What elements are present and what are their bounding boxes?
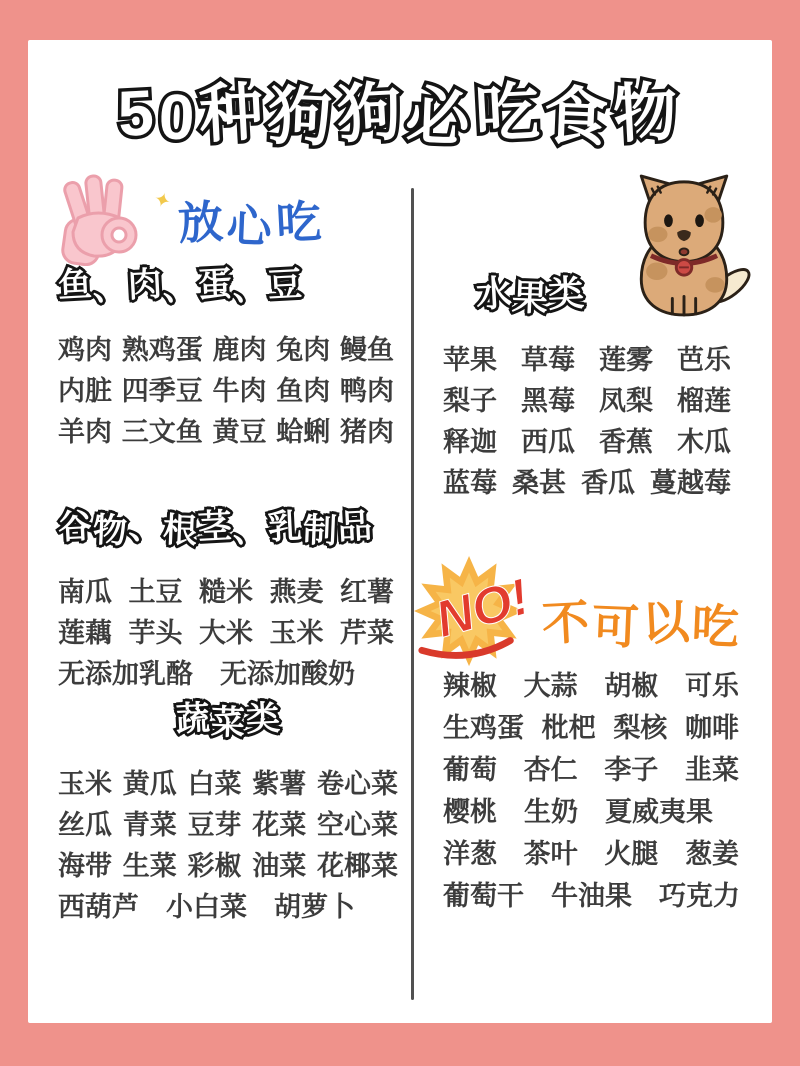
food-item: 彩椒 — [187, 851, 242, 881]
food-item: 凤梨 — [599, 386, 653, 416]
fruit-rows — [443, 340, 731, 504]
food-item: 花菜 — [252, 810, 307, 840]
food-item: 红薯 — [340, 577, 394, 607]
food-item: 猪肉 — [340, 417, 394, 447]
safe-badge-label: 放心吃 — [176, 195, 327, 253]
food-item: 木瓜 — [677, 427, 731, 457]
food-item: 鸡肉 — [58, 335, 112, 365]
food-item: 玉米 — [269, 618, 324, 648]
food-item: 大蒜 — [523, 671, 578, 701]
food-row — [58, 371, 394, 411]
forbidden-badge — [406, 556, 742, 672]
food-item: 葡萄干 — [443, 881, 524, 911]
food-item: 梨核 — [613, 713, 668, 743]
food-rows — [58, 764, 398, 927]
food-item: 牛肉 — [212, 376, 267, 406]
food-row — [58, 572, 394, 612]
food-item: 糙米 — [199, 577, 253, 607]
food-item: 香蕉 — [599, 427, 653, 457]
food-item: 芋头 — [128, 618, 183, 648]
food-item: 梨子 — [443, 386, 497, 416]
food-item: 释迦 — [443, 427, 497, 457]
food-item: 蓝莓 — [443, 468, 497, 498]
food-item: 韭菜 — [684, 755, 739, 785]
food-item: 南瓜 — [58, 577, 112, 607]
food-item: 洋葱 — [443, 839, 497, 869]
food-item: 玉米 — [58, 769, 112, 799]
section-grain-root-dairy — [58, 506, 394, 695]
food-item: 黄瓜 — [122, 769, 177, 799]
food-item: 黑莓 — [521, 386, 575, 416]
food-item: 黄豆 — [212, 417, 267, 447]
poster-card — [28, 40, 772, 1023]
food-item: 豆芽 — [187, 810, 242, 840]
section-grain-root-dairy-heading: 谷物、根茎、乳制品 — [56, 507, 374, 551]
food-item: 四季豆 — [121, 376, 203, 406]
food-item: 熟鸡蛋 — [121, 335, 203, 365]
food-item: 花椰菜 — [317, 851, 398, 881]
sparkle-icon: ✦ — [150, 187, 174, 215]
food-item: 草莓 — [521, 345, 575, 375]
section-fish-meat-egg-bean-heading: 鱼、肉、蛋、豆 — [56, 265, 304, 309]
food-row — [58, 613, 394, 653]
food-row — [58, 887, 398, 927]
food-item: 杏仁 — [523, 755, 578, 785]
food-item: 李子 — [604, 755, 659, 785]
food-item: 生奶 — [524, 797, 578, 827]
food-item: 牛油果 — [551, 881, 632, 911]
food-item: 枇杷 — [541, 713, 596, 743]
food-item: 榴莲 — [677, 386, 731, 416]
food-item: 三文鱼 — [121, 417, 203, 447]
food-item: 小白菜 — [166, 892, 247, 922]
starburst-icon — [406, 556, 536, 672]
food-item: 鱼肉 — [276, 376, 331, 406]
ok-hand-icon — [58, 174, 174, 266]
section-vegetables-heading: 蔬菜类 — [174, 699, 282, 743]
food-item: 鳗鱼 — [340, 335, 394, 365]
food-item: 葱姜 — [684, 839, 739, 869]
food-item: 芹菜 — [340, 618, 394, 648]
food-item: 兔肉 — [276, 335, 331, 365]
food-item: 夏威夷果 — [605, 797, 713, 827]
food-item: 空心菜 — [317, 810, 398, 840]
safe-badge — [58, 174, 325, 266]
food-item: 油菜 — [252, 851, 307, 881]
food-item: 鸭肉 — [340, 376, 394, 406]
food-item: 羊肉 — [58, 417, 112, 447]
food-item: 莲雾 — [599, 345, 653, 375]
food-row — [443, 463, 731, 503]
food-row — [443, 708, 739, 749]
food-item: 海带 — [58, 851, 112, 881]
food-item: 火腿 — [604, 839, 659, 869]
food-item: 蛤蜊 — [276, 417, 331, 447]
food-row — [443, 750, 739, 791]
poster-title: 50种狗狗必吃食物 — [115, 75, 685, 155]
food-item: 生菜 — [122, 851, 177, 881]
food-item: 西瓜 — [521, 427, 575, 457]
food-item: 丝瓜 — [58, 810, 112, 840]
food-item: 茶叶 — [523, 839, 578, 869]
food-row — [443, 792, 739, 833]
food-item: 胡萝卜 — [274, 892, 355, 922]
food-item: 辣椒 — [443, 671, 497, 701]
food-item: 蔓越莓 — [650, 468, 731, 498]
food-item: 莲藕 — [58, 618, 112, 648]
forbidden-rows — [443, 666, 739, 918]
food-item: 可乐 — [684, 671, 739, 701]
food-row — [58, 764, 398, 804]
food-row — [443, 834, 739, 875]
food-item: 卷心菜 — [317, 769, 398, 799]
food-item: 大米 — [199, 618, 253, 648]
food-item: 胡椒 — [604, 671, 659, 701]
food-row — [58, 846, 398, 886]
puppy-illustration — [616, 172, 752, 325]
no-burst-label: NO! — [429, 567, 536, 649]
food-item: 青菜 — [122, 810, 177, 840]
food-item: 白菜 — [187, 769, 242, 799]
food-item: 香瓜 — [581, 468, 635, 498]
food-row — [443, 422, 731, 462]
food-row — [58, 412, 394, 452]
food-item: 生鸡蛋 — [443, 713, 524, 743]
food-row — [58, 805, 398, 845]
food-item: 紫薯 — [252, 769, 307, 799]
food-item: 桑甚 — [512, 468, 566, 498]
food-rows — [58, 572, 394, 694]
food-row — [443, 876, 739, 917]
food-row — [58, 330, 394, 370]
food-row — [443, 381, 731, 421]
food-row — [443, 666, 739, 707]
section-fish-meat-egg-bean — [58, 264, 394, 453]
food-item: 无添加酸奶 — [220, 659, 355, 689]
food-item: 鹿肉 — [212, 335, 267, 365]
food-item: 西葫芦 — [58, 892, 139, 922]
food-rows — [58, 330, 394, 452]
food-item: 燕麦 — [269, 577, 324, 607]
food-item: 苹果 — [443, 345, 497, 375]
food-item: 巧克力 — [659, 881, 740, 911]
food-item: 咖啡 — [684, 713, 739, 743]
food-row — [58, 654, 394, 694]
food-item: 葡萄 — [443, 755, 497, 785]
forbidden-heading: 不可以吃 — [540, 594, 743, 654]
fruits-heading: 水果类 — [474, 272, 586, 319]
food-row — [443, 340, 731, 380]
food-item: 芭乐 — [677, 345, 731, 375]
section-vegetables — [58, 698, 398, 928]
food-item: 樱桃 — [443, 797, 497, 827]
food-item: 土豆 — [128, 577, 183, 607]
food-item: 内脏 — [58, 376, 112, 406]
food-item: 无添加乳酪 — [58, 659, 193, 689]
